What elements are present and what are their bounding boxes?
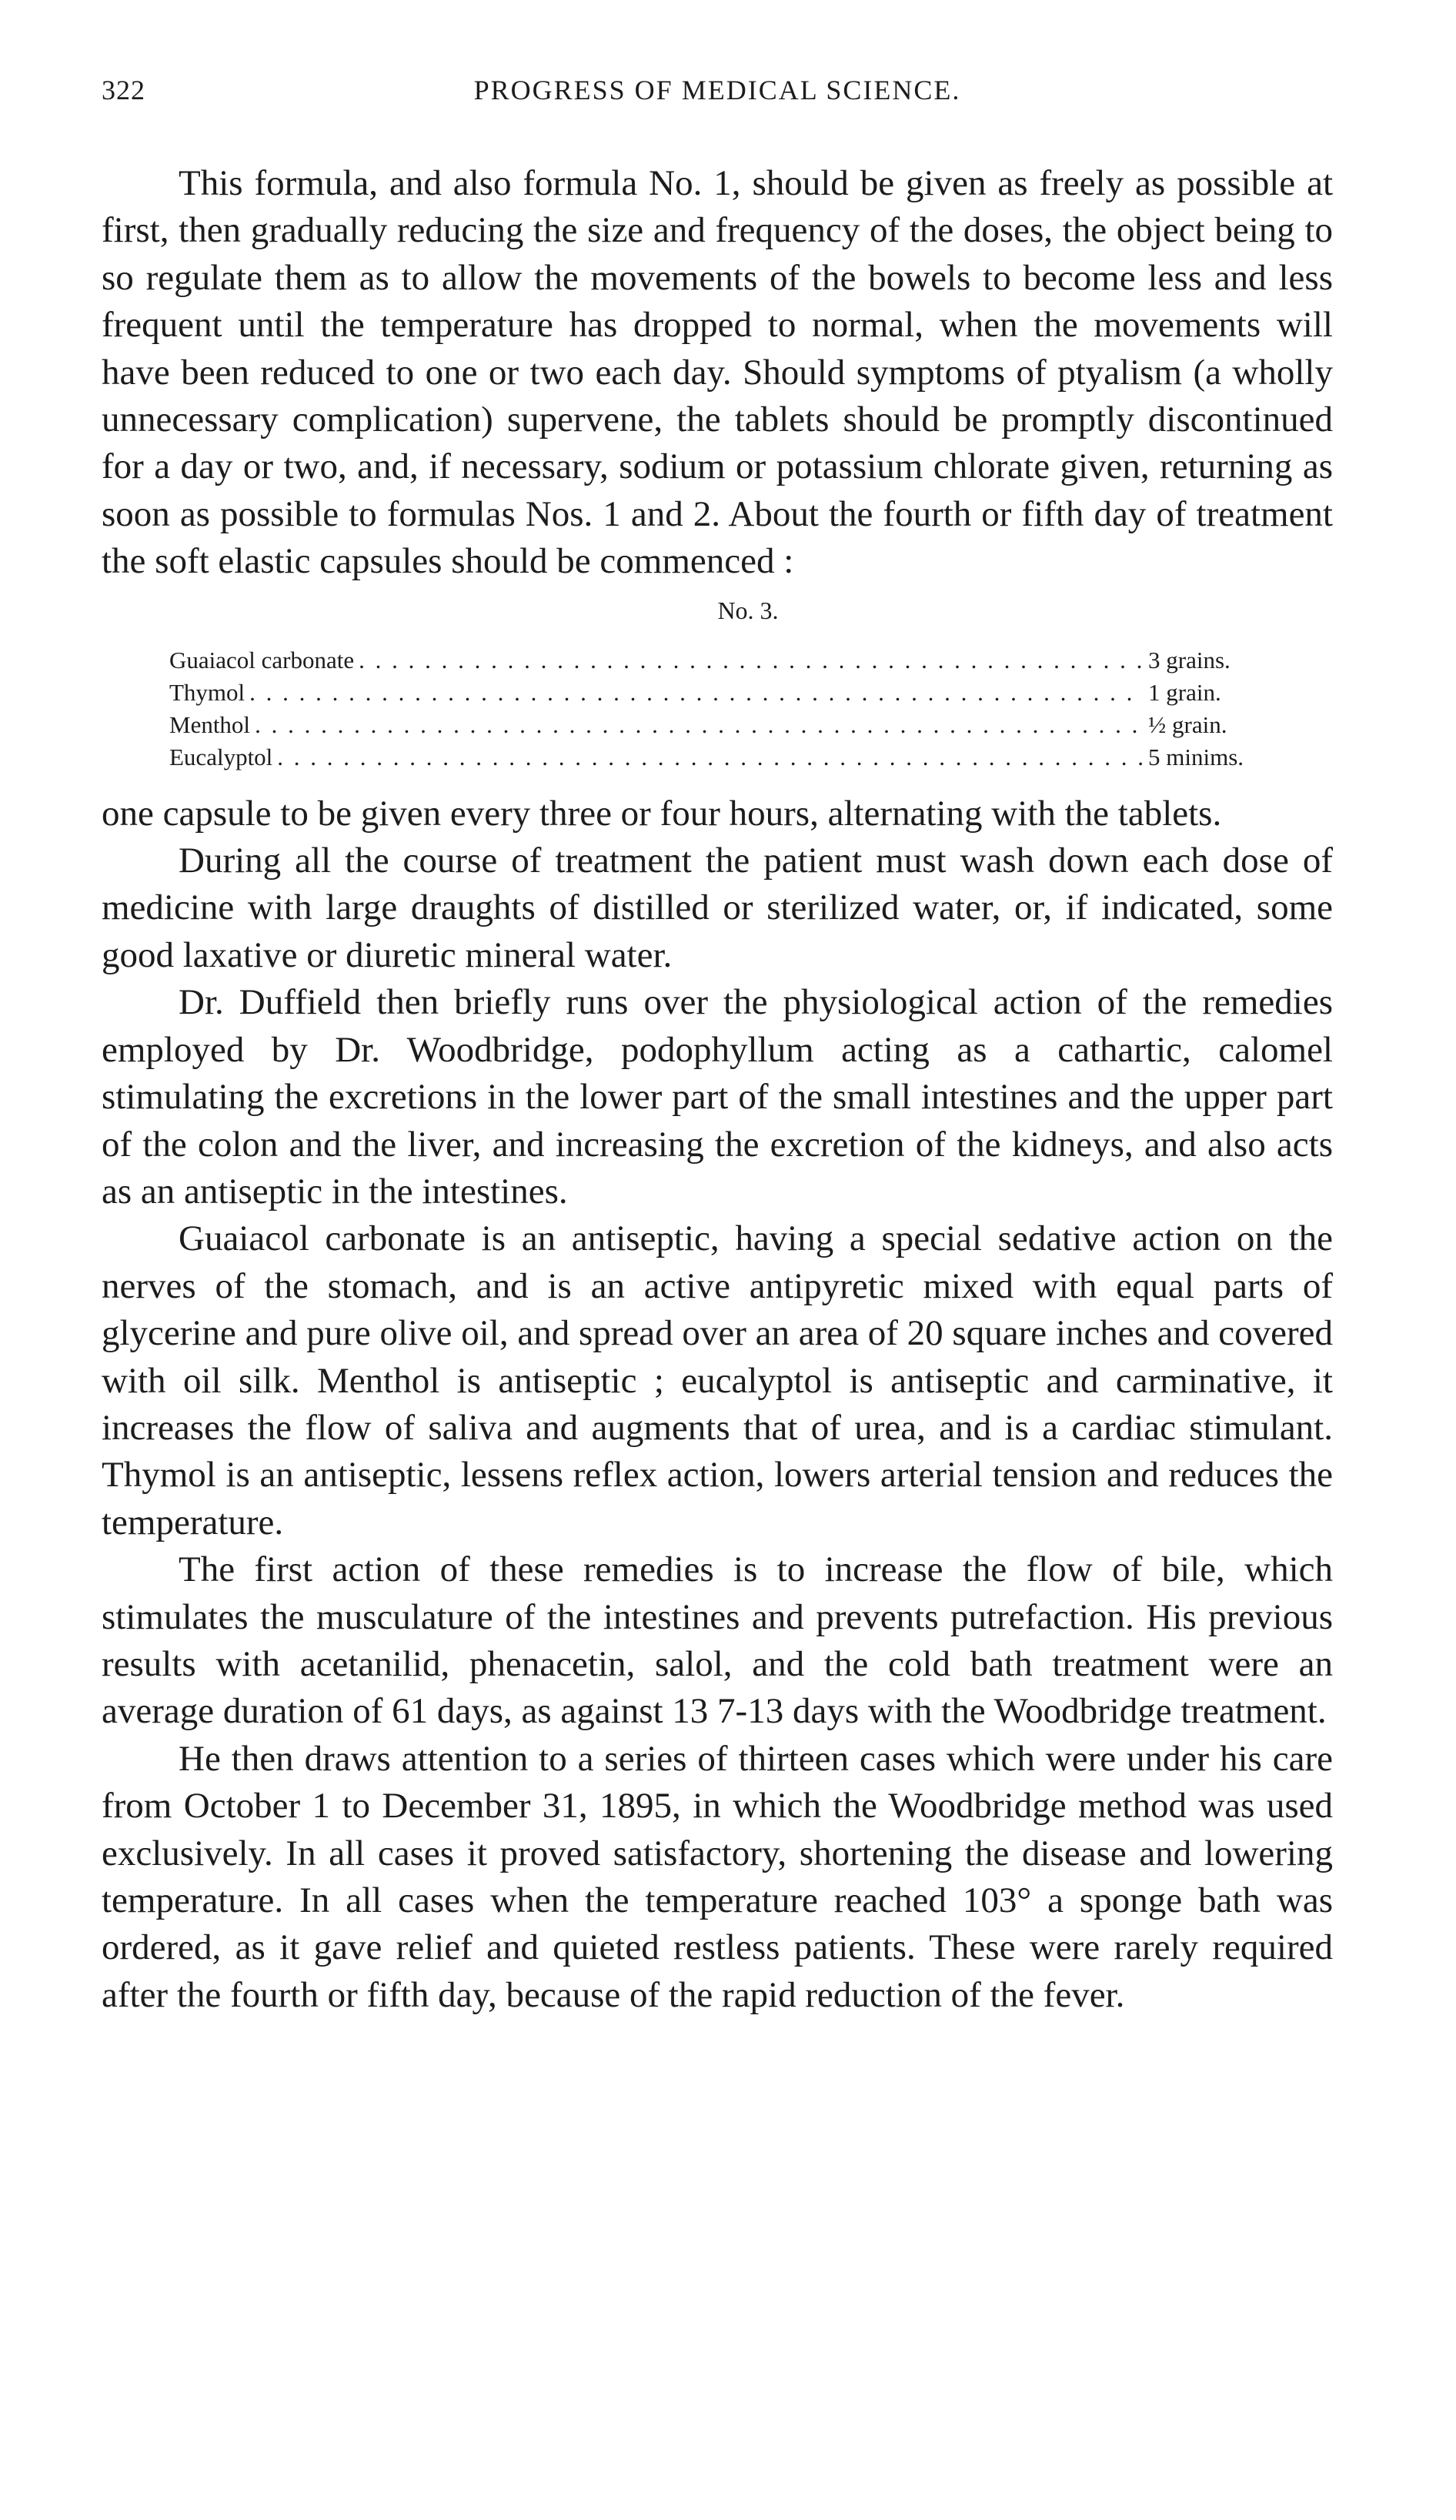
- paragraph: This formula, and also formula No. 1, should be given as freely as possible at first, then gradually reducing the size and frequency of the doses, the object being to so regulate them as to allow the movements of the bowels to become less and less frequent until the temperature has dropped to normal, when the movements will have been reduced to one or two each day. Should symptoms of ptyalism (a wholly unnecessary complication) supervene, the tablets should be promptly discontinued for a day or two, and, if necessary, sodium or potassium chlorate given, returning as soon as possible to formulas Nos. 1 and 2. About the fourth or fifth day of treatment the soft elastic capsules should be commenced :: [102, 163, 1333, 582]
- formula-dose: 5 minims.: [1148, 743, 1244, 770]
- formula-row: [169, 741, 1294, 774]
- paragraph: He then draws attention to a series of thirteen cases which were under his care from October 1 to December 31, 1895, in which the Woodbridge method was used exclusively. In all cases it proved satisfactory, shortening the disease and lowering temperature. In all cases when the temperature reached 103° a sponge bath was ordered, as it gave relief and quieted restless patients. These were rarely required after the fourth or fifth day, because of the rapid reduction of the fever.: [102, 1738, 1333, 2015]
- running-head: PROGRESS OF MEDICAL SCIENCE.: [473, 75, 961, 105]
- dot-leader: [255, 709, 1144, 741]
- dot-leader: [359, 644, 1144, 677]
- formula-ingredient: Eucalyptol: [169, 743, 273, 770]
- body-text: [102, 160, 1333, 2019]
- formula-title: No. 3.: [717, 596, 779, 624]
- paragraph: During all the course of treatment the patient must wash down each dose of medicine with large draughts of distilled or sterilized water, or, if indicated, some good laxative or diuretic mineral water.: [102, 841, 1333, 975]
- page-number: 322: [102, 75, 145, 105]
- formula-ingredient: Guaiacol carbonate: [169, 646, 355, 673]
- formula-table: [169, 644, 1294, 774]
- formula-dose: 3 grains.: [1148, 646, 1231, 673]
- page-header: [102, 74, 1333, 120]
- formula-dose: 1 grain.: [1148, 678, 1221, 706]
- paragraph-continuation: one capsule to be given every three or four hours, alternating with the tablets.: [102, 793, 1222, 834]
- formula-ingredient: Thymol: [169, 678, 245, 706]
- formula-row: [169, 644, 1294, 677]
- paragraph: Guaiacol carbonate is an antiseptic, having a special sedative action on the nerves of the stomach, and is an active antipyretic mixed with equal parts of glycerine and pure olive oil, and spread over an area of 20 square inches and covered with oil silk. Menthol is antiseptic ; eucalyptol is antiseptic and carminative, it increases the flow of saliva and augments that of urea, and is a cardiac stimulant. Thymol is an antiseptic, lessens reflex action, lowers arterial tension and reduces the temperature.: [102, 1218, 1333, 1542]
- formula-row: [169, 677, 1294, 709]
- dot-leader: [249, 677, 1144, 709]
- paragraph: The first action of these remedies is to increase the flow of bile, which stimulates the musculature of the intestines and prevents putrefaction. His previous results with acetanilid, phenacetin, salol, and the cold bath treatment were an average duration of 61 days, as against 13 7-13 days with the Woodbridge treatment.: [102, 1549, 1333, 1732]
- formula-row: [169, 709, 1294, 741]
- formula-dose: ½ grain.: [1148, 710, 1227, 738]
- document-page: [102, 74, 1333, 2019]
- dot-leader: [277, 741, 1144, 774]
- formula-ingredient: Menthol: [169, 710, 251, 738]
- paragraph: Dr. Duffield then briefly runs over the physiological action of the remedies employed by Dr. Woodbridge, podophyllum acting as a cathartic, calomel stimulating the excretions in the lower part of the small intestines and the upper part of the colon and the liver, and increasing the excretion of the kidneys, and also acts as an antiseptic in the intestines.: [102, 982, 1333, 1212]
